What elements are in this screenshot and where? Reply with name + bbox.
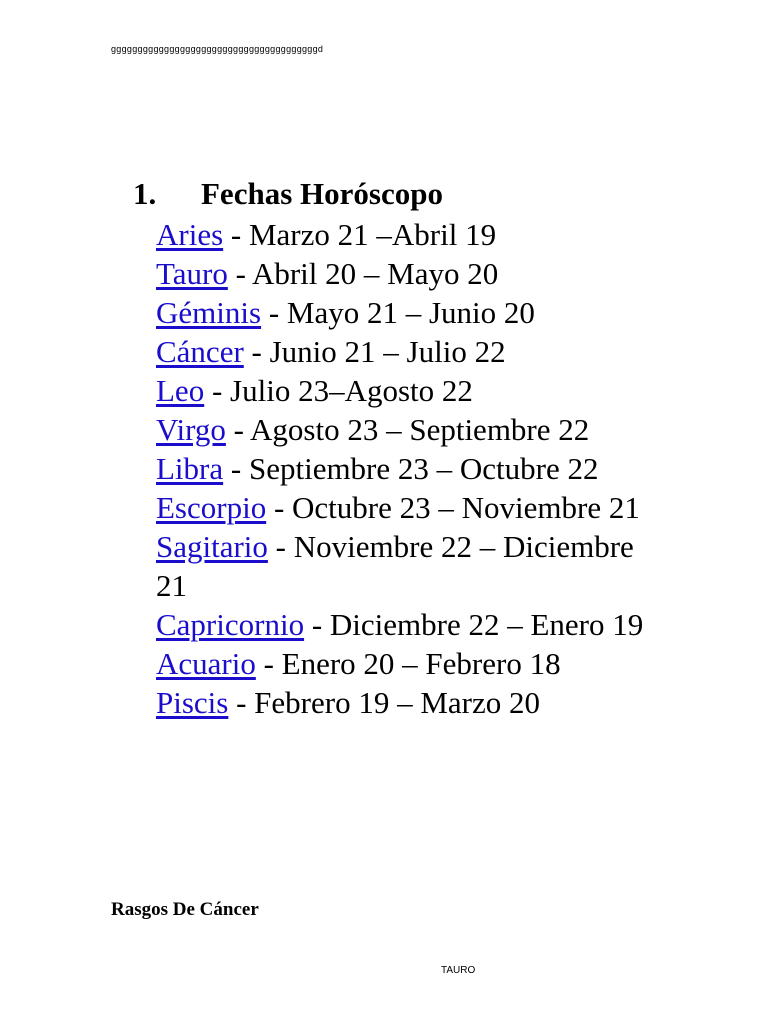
footer-text: TAURO — [441, 965, 476, 976]
list-item — [156, 644, 646, 683]
list-item — [156, 332, 646, 371]
list-item — [156, 293, 646, 332]
heading-title: Fechas Horóscopo — [201, 176, 443, 211]
sign-dates: - Mayo 21 – Junio 20 — [261, 295, 535, 330]
heading-number: 1. — [133, 176, 157, 211]
sign-dates: - Noviembre 22 – Diciembre 21 — [156, 529, 634, 603]
sign-link-leo[interactable]: Leo — [156, 373, 205, 408]
sign-link-capricornio[interactable]: Capricornio — [156, 607, 305, 642]
sign-link-geminis[interactable]: Géminis — [156, 295, 262, 330]
header-text: gggggggggggggggggggggggggggggggggggggggd — [111, 44, 324, 54]
list-item — [156, 371, 646, 410]
sign-link-aries[interactable]: Aries — [156, 217, 224, 252]
sign-link-piscis[interactable]: Piscis — [156, 685, 229, 720]
sign-dates: - Agosto 23 – Septiembre 22 — [225, 412, 590, 447]
sign-link-virgo[interactable]: Virgo — [156, 412, 226, 447]
sign-link-libra[interactable]: Libra — [156, 451, 224, 486]
list-item — [156, 605, 646, 644]
sign-link-sagitario[interactable]: Sagitario — [156, 529, 268, 564]
sign-dates: - Diciembre 22 – Enero 19 — [304, 607, 644, 642]
sign-dates: - Julio 23–Agosto 22 — [204, 373, 473, 408]
sign-dates: - Enero 20 – Febrero 18 — [255, 646, 561, 681]
list-item — [156, 449, 646, 488]
list-item — [156, 488, 646, 527]
sign-dates: - Octubre 23 – Noviembre 21 — [266, 490, 640, 525]
section-heading — [133, 175, 443, 213]
sign-dates: - Junio 21 – Julio 22 — [243, 334, 506, 369]
sign-link-tauro[interactable]: Tauro — [156, 256, 228, 291]
list-item — [156, 215, 646, 254]
sign-dates: - Septiembre 23 – Octubre 22 — [223, 451, 599, 486]
sign-dates: - Abril 20 – Mayo 20 — [227, 256, 499, 291]
sign-link-escorpio[interactable]: Escorpio — [156, 490, 267, 525]
sign-link-cancer[interactable]: Cáncer — [156, 334, 244, 369]
subheading: Rasgos De Cáncer — [111, 899, 259, 920]
sign-dates: - Febrero 19 – Marzo 20 — [228, 685, 540, 720]
sign-dates: - Marzo 21 –Abril 19 — [223, 217, 497, 252]
list-item — [156, 683, 646, 722]
sign-link-acuario[interactable]: Acuario — [156, 646, 256, 681]
zodiac-list — [156, 215, 646, 722]
list-item — [156, 527, 646, 605]
list-item — [156, 410, 646, 449]
list-item — [156, 254, 646, 293]
